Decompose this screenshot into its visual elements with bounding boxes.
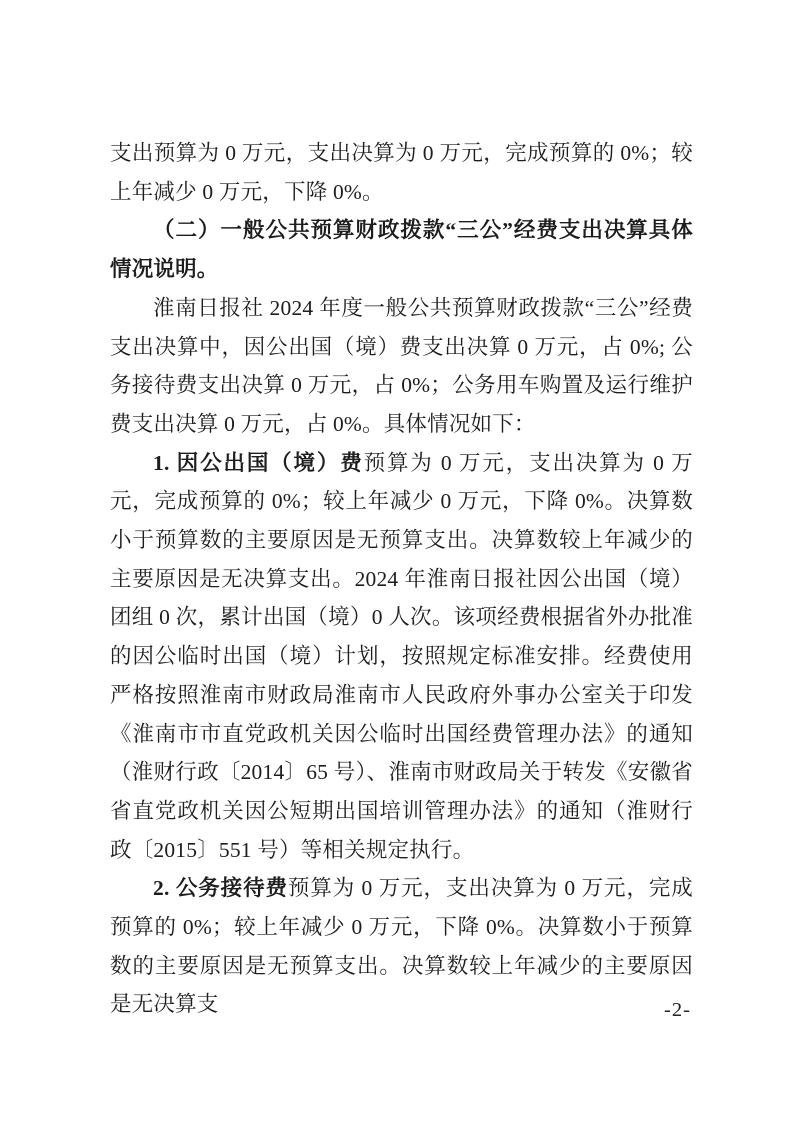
item-2-lead: 2. 公务接待费 <box>153 876 288 901</box>
item-1-text: 预算为 0 万元，支出决算为 0 万元，完成预算的 0%；较上年减少 0 万元，下降 0%。决算数小于预算数的主要原因是无预算支出。决算数较上年减少的主要原因是无决算支出。2024 年淮南日报社因公出国（境）团组 0 次，累计出国（境）0 人次。该项经费根据省外办批准的因公临时出国（境）计划，按照规定标准安排。经费使用严格按照淮南市财政局淮南市人民政府外事办公室关于印发《淮南市市直党政机关因公临时出国经费管理办法》的通知（淮财行政〔2014〕65 号）、淮南市财政局关于转发《安徽省省直党政机关因公短期出国培训管理办法》的通知（淮财行政〔2015〕551 号）等相关规定执行。 <box>110 450 693 862</box>
page-number: -2- <box>664 999 691 1021</box>
item-1-lead: 1. 因公出国（境）费 <box>153 450 364 475</box>
paragraph-overview: 淮南日报社 2024 年度一般公共预算财政拨款“三公”经费支出决算中，因公出国（境）费支出决算 0 万元，占 0%; 公务接待费支出决算 0 万元，占 0%；公务用车购置及运行维护费支出决算 0 万元，占 0%。具体情况如下： <box>110 295 693 436</box>
section-heading: （二）一般公共预算财政拨款“三公”经费支出决算具体情况说明。 <box>110 218 693 282</box>
paragraph-carryover: 支出预算为 0 万元，支出决算为 0 万元，完成预算的 0%；较上年减少 0 万元，下降 0%。 <box>110 141 693 204</box>
item-2-text: 预算为 0 万元，支出决算为 0 万元，完成预算的 0%；较上年减少 0 万元，下降 0%。决算数小于预算数的主要原因是无预算支出。决算数较上年减少的主要原因是无决算支 <box>110 876 693 1017</box>
paragraph-item-2 <box>110 869 693 1024</box>
paragraph-item-1 <box>110 444 693 870</box>
document-body <box>110 134 693 1024</box>
